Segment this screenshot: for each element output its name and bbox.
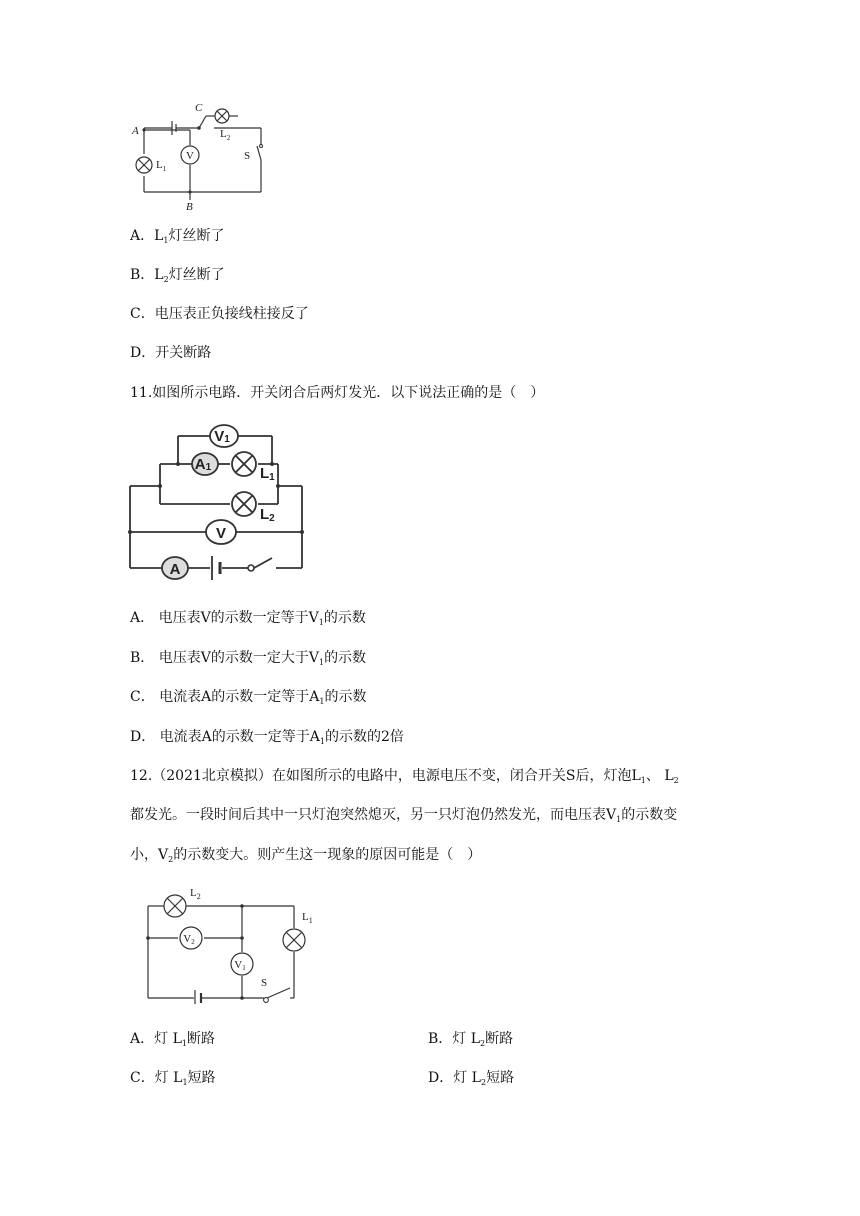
q10-l1-label: $L_1$ [156,159,167,173]
q11-voltmeter-v-icon [206,520,236,544]
q12-lamp-l1-icon [283,929,305,951]
q12-option-c: C．灯 $L_1$短路 [130,1070,216,1087]
q11-a-label: A [169,561,181,578]
q12-voltmeter-v2-icon [180,927,202,949]
q10-circuit-svg [128,100,268,212]
q11-stem: 11.如图所示电路．开关闭合后两灯发光．以下说法正确的是（ ） [130,385,545,401]
q10-voltmeter-label: V [186,150,194,162]
q10-option-b: B．$L_2$灯丝断了 [130,267,225,284]
q12-l1-label: $L_1$ [302,911,313,925]
q11-lamp-l2-icon [232,492,256,516]
q10-option-d: D．开关断路 [130,345,212,361]
q11-a1-label: A1 [194,456,212,473]
q12-option-d: D．灯 $L_2$短路 [428,1070,515,1087]
q12-switch-label: S [261,977,268,989]
q12-stem-line-3: 小，$V_2$的示数变大。则产生这一现象的原因可能是（ ） [130,847,482,864]
q11-circuit-svg [126,420,308,584]
q11-v-label: V [215,525,227,542]
q12-voltmeter-v1-icon [231,953,253,975]
q12-stem-line-1: 12.（2021北京模拟）在如图所示的电路中，电源电压不变，闭合开关S后，灯泡$L_1$、 $L_2$ [130,768,679,785]
q10-l2-label: $L_2$ [220,128,231,142]
q11-ammeter-a1-icon [192,453,218,475]
q12-v2-label: V2 [183,933,195,946]
q12-stem-line-2: 都发光。一段时间后其中一只灯泡突然熄灭，另一只灯泡仍然发光，而电压表$V_1$的示数变 [130,807,678,824]
q11-option-b: B． 电压表V的示数一定大于$V_1$的示数 [130,650,367,667]
q12-lamp-l2-icon [164,895,186,917]
q10-option-c: C．电压表正负接线柱接反了 [130,306,309,322]
q11-l2-label: L2 [260,506,275,524]
q10-lamp-l2-icon [199,109,238,128]
q11-option-c: C． 电流表A的示数一定等于$A_1$的示数 [130,689,367,706]
q11-l1-label: L1 [260,465,275,483]
q10-voltmeter-icon [181,146,199,164]
q12-option-a: A．灯 $L_1$断路 [130,1031,215,1048]
q10-node-c-label: C [195,102,203,114]
q11-switch-icon [248,565,254,571]
q11-option-a: A． 电压表V的示数一定等于$V_1$的示数 [130,610,366,627]
q11-ammeter-a-icon [162,557,188,579]
q10-lamp-l1-icon [136,157,152,173]
q12-option-b: B．灯 $L_2$断路 [428,1031,514,1048]
q11-v1-label: V1 [214,428,230,445]
q10-switch-label: S [244,150,251,162]
q12-v1-label: V1 [234,959,246,972]
q11-battery-icon [212,556,220,580]
q10-node-b-label: B [186,201,193,212]
q10-node-a-label: A [132,125,139,137]
q10-circuit-diagram [128,100,268,212]
q12-l2-label: $L_2$ [190,887,201,901]
q12-circuit-diagram [140,880,320,1004]
q10-option-a: A．$L_1$灯丝断了 [130,228,225,245]
q12-battery-icon [195,990,201,1004]
q11-circuit-diagram [126,420,308,584]
q11-option-d: D． 电流表A的示数一定等于$A_1$的示数的2倍 [130,729,404,746]
q12-circuit-svg [140,880,320,1004]
q11-lamp-l1-icon [232,452,256,476]
q12-switch-icon [264,998,269,1003]
q11-voltmeter-v1-icon [210,425,238,447]
